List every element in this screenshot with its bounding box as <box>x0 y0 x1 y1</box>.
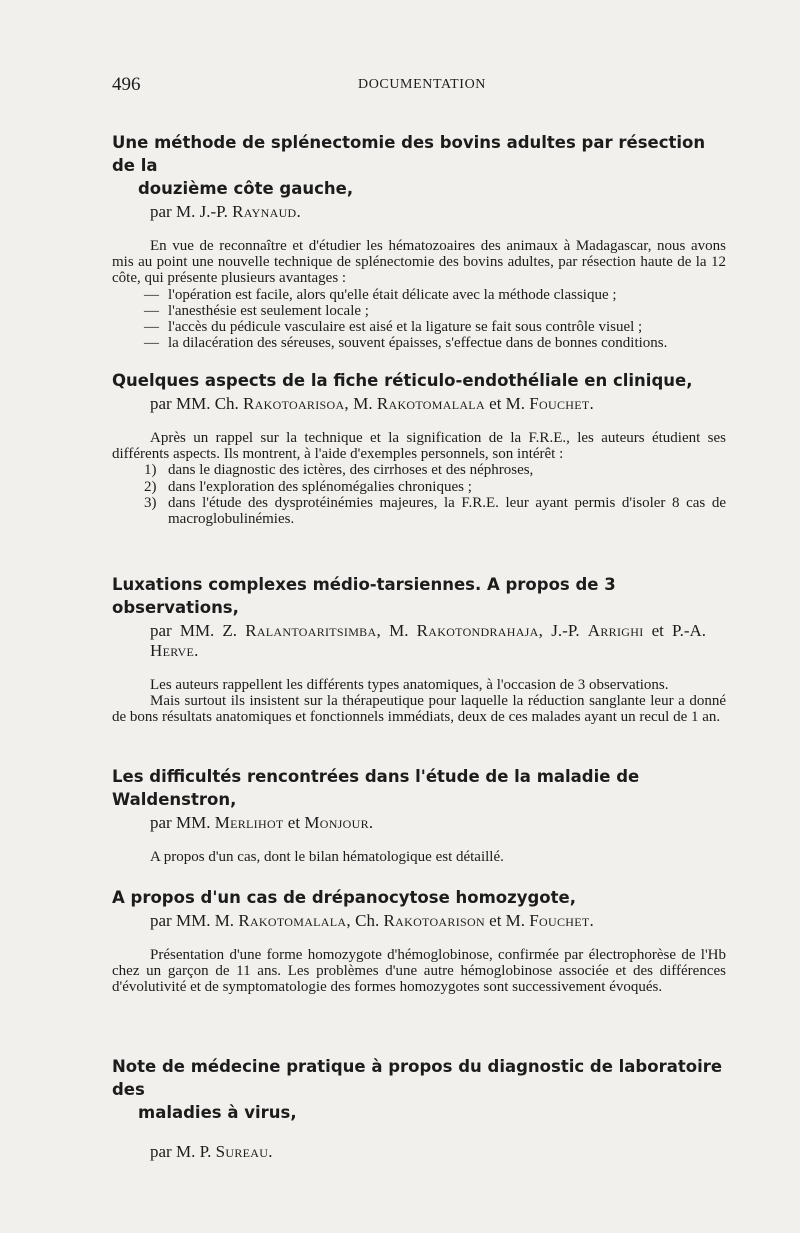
article-abstract: A propos d'un cas, dont le bilan hématologique est détaillé. <box>150 849 504 865</box>
article-splenectomie <box>112 131 726 351</box>
article-maladies-virus <box>112 1055 726 1162</box>
page-number: 496 <box>112 74 141 95</box>
list-item: 3) dans l'étude des dysprotéinémies majeures, la F.R.E. leur ayant permis d'isoler 8 cas de macroglobulinémies. <box>144 494 726 528</box>
article-byline: par MM. Z. Ralantoaritsimba, M. Rakotondrahaja, J.-P. Arrighi et P.-A. Herve. <box>150 621 707 660</box>
list-item: 2) dans l'exploration des splénomégalies chroniques ; <box>144 478 472 495</box>
article-byline: par MM. Ch. Rakotoarisoa, M. Rakotomalala et M. Fouchet. <box>150 394 595 413</box>
article-fiche-reticulo <box>112 369 726 527</box>
article-title: Quelques aspects de la fiche réticulo-endothéliale en clinique, <box>112 371 693 390</box>
article-luxations <box>112 573 726 726</box>
article-abstract: Après un rappel sur la technique et la signification de la F.R.E., les auteurs étudient ses différents aspects. Ils montrent, à l'aide d'exemples personnels, son intérêt : 1) dans le diagnostic des ictères, des cirrhoses et des néphroses, 2) dans l'exploration des splénomégalies chroniques ; 3) dans l'étude des dysprotéinémies majeures, la F.R.E. leur ayant permis d'isoler 8 cas de macroglobulinémies. <box>112 430 726 528</box>
list-item: 1) dans le diagnostic des ictères, des cirrhoses et des néphroses, <box>144 462 534 479</box>
article-drepanocytose <box>112 886 726 996</box>
article-byline: par MM. M. Rakotomalala, Ch. Rakotoarison et M. Fouchet. <box>150 911 595 930</box>
article-byline: par MM. Merlihot et Monjour. <box>150 813 374 832</box>
running-title: DOCUMENTATION <box>357 77 486 92</box>
article-abstract: En vue de reconnaître et d'étudier les hématozoaires des animaux à Madagascar, nous avons mis au point une nouvelle technique de splénectomie des bovins adultes, par résection haute de la 12 côte, qui présente plusieurs avantages : — l'opération est facile, alors qu'elle était délicate avec la méthode classique ; — l'anesthésie est seulement locale ; — l'accès du pédicule vasculaire est aisé et la ligature se fait sous contrôle visuel ; — la dilacération des séreuses, souvent épaisses, s'effectue dans de bonnes conditions. <box>112 238 726 351</box>
list-item: — l'accès du pédicule vasculaire est aisé et la ligature se fait sous contrôle visuel ; <box>144 319 726 335</box>
article-title: Luxations complexes médio-tarsiennes. A propos de 3 observations, <box>112 575 616 617</box>
list-item: — la dilacération des séreuses, souvent épaisses, s'effectue dans de bonnes conditions. <box>144 335 726 351</box>
page-header <box>112 74 732 100</box>
article-byline: par M. J.-P. Raynaud. <box>150 202 302 221</box>
advantages-list <box>112 287 726 352</box>
article-byline: par M. P. Sureau. <box>150 1142 273 1161</box>
list-item: — l'opération est facile, alors qu'elle était délicate avec la méthode classique ; <box>144 287 726 303</box>
article-title: Les difficultés rencontrées dans l'étude de la maladie de Waldenstron, <box>112 767 640 809</box>
article-abstract: Les auteurs rappellent les différents types anatomiques, à l'occasion de 3 observations. Mais surtout ils insistent sur la thérapeutique pour laquelle la réduction sanglante leur a donné de bons résultats anatomiques et fonctionnels immédiats, deux de ces malades ayant un recul de 1 an. <box>112 677 726 726</box>
article-abstract: Présentation d'une forme homozygote d'hémoglobinose, confirmée par électrophorèse de l'Hb chez un garçon de 11 ans. Les problèmes d'une autre hémoglobinose associée et des différences d'évolutivité et de symptomatologie des formes homozygotes sont successivement évoqués. <box>112 947 726 996</box>
article-waldenstron <box>112 765 726 865</box>
article-title: A propos d'un cas de drépanocytose homozygote, <box>112 888 576 907</box>
list-item: — l'anesthésie est seulement locale ; <box>144 303 726 319</box>
article-title: Une méthode de splénectomie des bovins adultes par résection de la douzième côte gauche, <box>112 133 706 198</box>
interest-list <box>112 462 726 527</box>
article-title: Note de médecine pratique à propos du diagnostic de laboratoire des maladies à virus, <box>112 1057 723 1122</box>
